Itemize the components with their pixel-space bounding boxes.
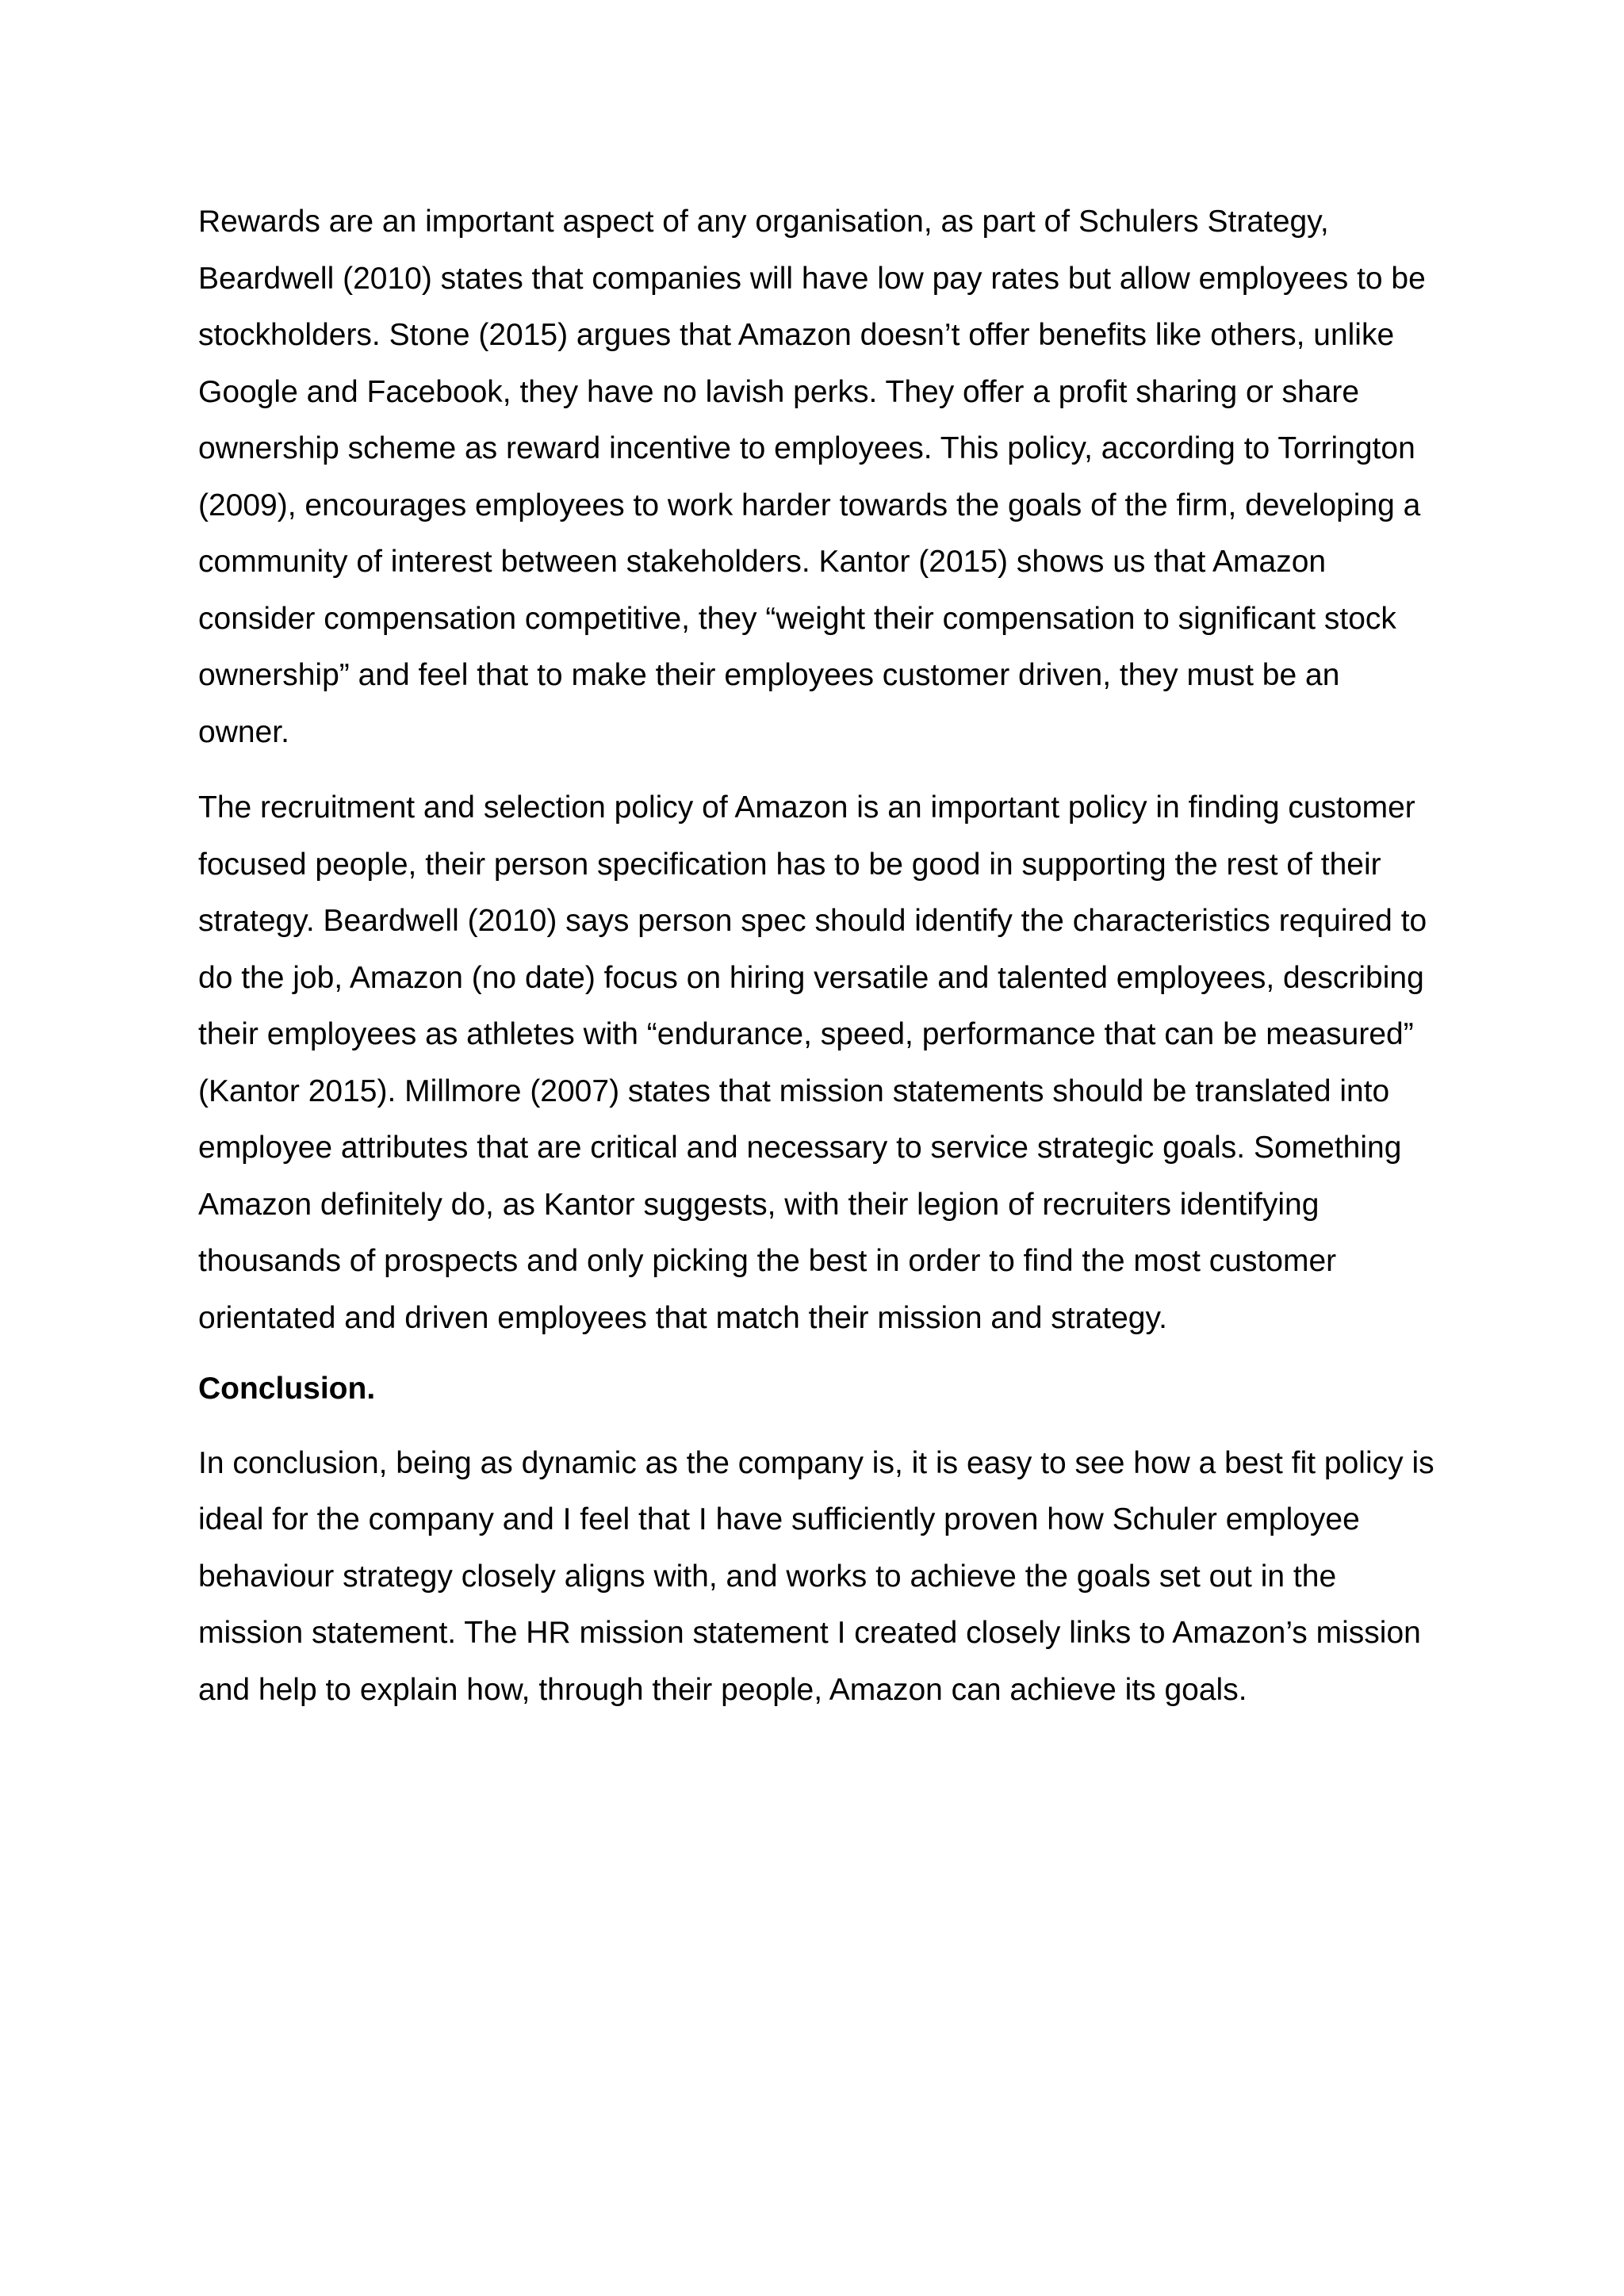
- paragraph-rewards: Rewards are an important aspect of any organisation, as part of Schulers Strategy, Beardwell (2010) states that companies will have low pay rates but allow employees to be stockholders. Stone (2015) argues that Amazon doesn’t offer benefits like others, unlike Google and Facebook, they have no lavish perks. They offer a profit sharing or share ownership scheme as reward incentive to employees. This policy, according to Torrington (2009), encourages employees to work harder towards the goals of the firm, developing a community of interest between stakeholders. Kantor (2015) shows us that Amazon consider compensation competitive, they “weight their compensation to significant stock ownership” and feel that to make their employees customer driven, they must be an owner.: [198, 205, 1426, 749]
- document-body: [198, 193, 1435, 1718]
- conclusion-heading: Conclusion.: [198, 1372, 376, 1406]
- paragraph-conclusion: In conclusion, being as dynamic as the company is, it is easy to see how a best fit policy is ideal for the company and I feel that I have sufficiently proven how Schuler employee behaviour strategy closely aligns with, and works to achieve the goals set out in the mission statement. The HR mission statement I created closely links to Amazon’s mission and help to explain how, through their people, Amazon can achieve its goals.: [198, 1445, 1434, 1707]
- paragraph-recruitment: The recruitment and selection policy of Amazon is an important policy in finding customer focused people, their person specification has to be good in supporting the rest of their strategy. Beardwell (2010) says person spec should identify the characteristics required to do the job, Amazon (no date) focus on hiring versatile and talented employees, describing their employees as athletes with “endurance, speed, performance that can be measured” (Kantor 2015). Millmore (2007) states that mission statements should be translated into employee attributes that are critical and necessary to service strategic goals. Something Amazon definitely do, as Kantor suggests, with their legion of recruiters identifying thousands of prospects and only picking the best in order to find the most customer orientated and driven employees that match their mission and strategy.: [198, 790, 1427, 1335]
